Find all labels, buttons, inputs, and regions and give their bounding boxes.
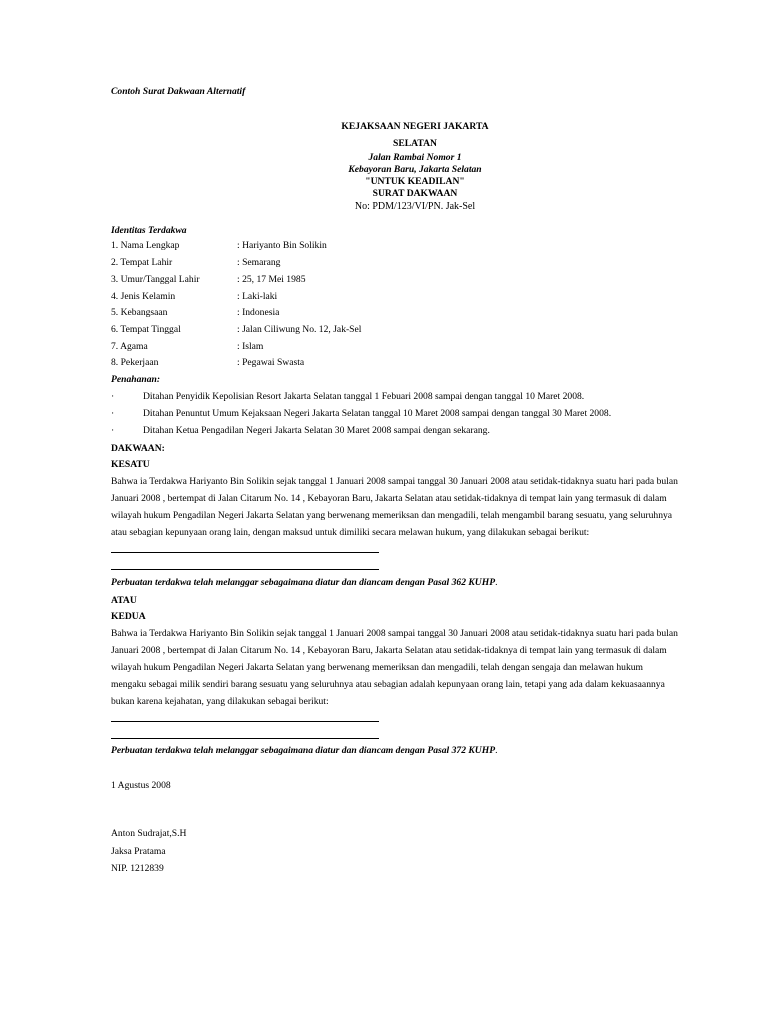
charge-first-title: KESATU <box>111 459 150 470</box>
identity-label: 8. Pekerjaan <box>111 357 159 368</box>
header-motto: "UNTUK KEADILAN" <box>365 176 465 187</box>
blank-rule <box>111 721 379 722</box>
charge-second-conclusion: Perbuatan terdakwa telah melanggar sebagaimana diatur dan diancam dengan Pasal 372 KUHP <box>111 745 496 756</box>
detention-text: Ditahan Ketua Pengadilan Negeri Jakarta Selatan 30 Maret 2008 sampai dengan sekarang. <box>143 425 490 436</box>
signatory-nip: NIP. 1212839 <box>111 863 164 874</box>
identity-value: : Hariyanto Bin Solikin <box>237 240 327 251</box>
charge-first-conclusion-line <box>111 577 497 589</box>
charge-second-conclusion-line <box>111 745 497 757</box>
charge-second-title: KEDUA <box>111 611 146 622</box>
charge-second-line: Bahwa ia Terdakwa Hariyanto Bin Solikin sejak tanggal 1 Januari 2008 sampai tanggal 30 Januari 2008 atau setidak-tidaknya suatu hari pada bulan <box>111 628 678 639</box>
document-caption: Contoh Surat Dakwaan Alternatif <box>111 86 246 97</box>
charge-second-line: wilayah hukum Pengadilan Negeri Jakarta Selatan yang berwenang memeriksan dan mengadili, telah dengan sengaja dan melawan hukum <box>111 662 644 673</box>
detention-heading: Penahanan: <box>111 374 161 385</box>
period: . <box>495 577 498 588</box>
identity-value: : Jalan Ciliwung No. 12, Jak-Sel <box>237 324 362 335</box>
charge-first-line: Januari 2008 , bertempat di Jalan Citarum No. 14 , Kebayoran Baru, Jakarta Selatan atau setidak-tidaknya di tempat lain yang termasuk di dalam <box>111 493 667 504</box>
signatory-title: Jaksa Pratama <box>111 846 166 857</box>
header-district: Kebayoran Baru, Jakarta Selatan <box>348 164 482 175</box>
identity-label: 2. Tempat Lahir <box>111 257 173 268</box>
bullet: · <box>111 425 115 436</box>
charge-second-line: Januari 2008 , bertempat di Jalan Citarum No. 14 , Kebayoran Baru, Jakarta Selatan atau setidak-tidaknya di tempat lain yang termasuk di dalam <box>111 645 667 656</box>
charge-first-line: atau sebagian kepunyaan orang lain, dengan maksud untuk dimiliki secara melawan hukum, yang dilakukan sebagai berikut: <box>111 527 590 538</box>
charges-heading: DAKWAAN: <box>111 443 165 454</box>
identity-value: : Islam <box>237 341 264 352</box>
identity-value: : Laki-laki <box>237 291 278 302</box>
period: . <box>495 745 498 756</box>
header-office: KEJAKSAAN NEGERI JAKARTA <box>341 121 489 132</box>
identity-label: 4. Jenis Kelamin <box>111 291 176 302</box>
identity-label: 5. Kebangsaan <box>111 307 168 318</box>
detention-text: Ditahan Penyidik Kepolisian Resort Jakarta Selatan tanggal 1 Febuari 2008 sampai dengan tanggal 10 Maret 2008. <box>143 391 585 402</box>
or-separator: ATAU <box>111 595 137 606</box>
bullet: · <box>111 391 115 402</box>
blank-rule <box>111 738 379 739</box>
identity-value: : Pegawai Swasta <box>237 357 305 368</box>
charge-second-line: bukan karena kejahatan, yang dilakukan sebagai berikut: <box>111 696 329 707</box>
identity-heading: Identitas Terdakwa <box>111 225 187 236</box>
bullet: · <box>111 408 115 419</box>
identity-value: : Indonesia <box>237 307 280 318</box>
charge-first-conclusion: Perbuatan terdakwa telah melanggar sebagaimana diatur dan diancam dengan Pasal 362 KUHP <box>111 577 496 588</box>
header-street: Jalan Rambai Nomor 1 <box>368 152 462 163</box>
identity-label: 7. Agama <box>111 341 148 352</box>
detention-text: Ditahan Penuntut Umum Kejaksaan Negeri Jakarta Selatan tanggal 10 Maret 2008 sampai dengan tanggal 30 Maret 2008. <box>143 408 612 419</box>
identity-label: 1. Nama Lengkap <box>111 240 180 251</box>
document-date: 1 Agustus 2008 <box>111 780 171 791</box>
header-doc-title: SURAT DAKWAAN <box>372 188 458 199</box>
charge-first-line: wilayah hukum Pengadilan Negeri Jakarta Selatan yang berwenang memeriksan dan mengadili, telah mengambil barang sesuatu, yang seluruhnya <box>111 510 673 521</box>
charge-second-line: mengaku sebagai milik sendiri barang sesuatu yang seluruhnya atau sebagian adalah kepunyaan orang lain, tetapi yang ada dalam kekuasaannya <box>111 679 665 690</box>
identity-label: 6. Tempat Tinggal <box>111 324 181 335</box>
header-doc-number: No: PDM/123/VI/PN. Jak-Sel <box>354 201 476 212</box>
blank-rule <box>111 552 379 553</box>
identity-label: 3. Umur/Tanggal Lahir <box>111 274 200 285</box>
identity-value: : Semarang <box>237 257 281 268</box>
charge-first-line: Bahwa ia Terdakwa Hariyanto Bin Solikin sejak tanggal 1 Januari 2008 sampai tanggal 30 Januari 2008 atau setidak-tidaknya suatu hari pada bulan <box>111 476 678 487</box>
blank-rule <box>111 569 379 570</box>
header-region: SELATAN <box>393 138 437 149</box>
identity-value: : 25, 17 Mei 1985 <box>237 274 306 285</box>
signatory-name: Anton Sudrajat,S.H <box>111 828 187 839</box>
